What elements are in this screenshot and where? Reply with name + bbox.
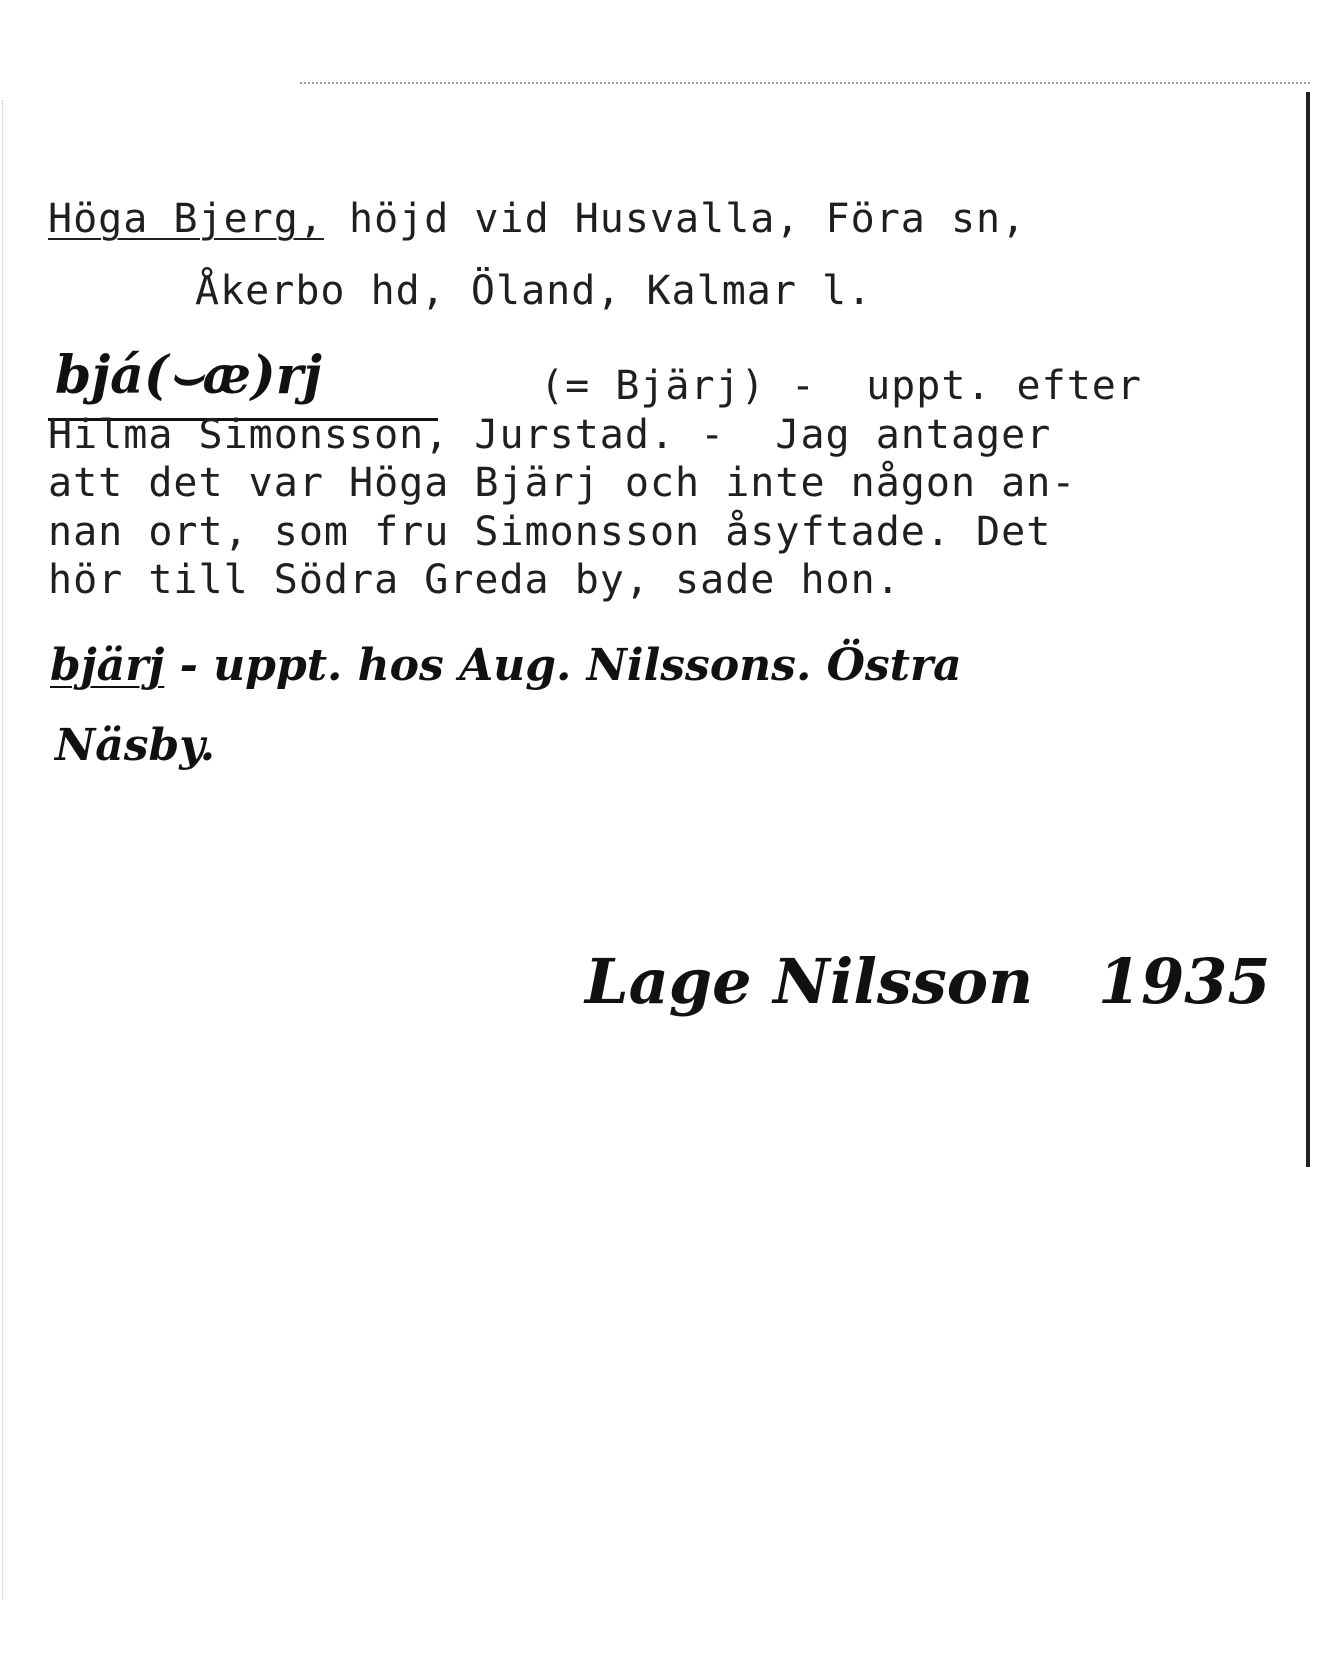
entry-1-line-2: Hilma Simonsson, Jurstad. - Jag antager (48, 412, 1052, 458)
entry-2-line-1 (50, 640, 962, 691)
entry-1-line-5: hör till Södra Greda by, sade hon. (48, 557, 901, 603)
place-name: Höga Bjerg, (48, 196, 324, 242)
heading-line-1-rest: höjd vid Husvalla, Föra sn, (323, 196, 1027, 242)
entry-1-line-1: (= Bjärj) - uppt. efter (540, 363, 1142, 409)
card-right-edge (1306, 92, 1310, 1167)
signature (585, 945, 1271, 1018)
entry-1-line-3: att det var Höga Bjärj och inte någon an- (48, 460, 1077, 506)
heading-line-2: Åkerbo hd, Öland, Kalmar l. (195, 268, 873, 314)
entry-2-line-2: Näsby. (55, 720, 216, 771)
signature-year: 1935 (1097, 945, 1271, 1018)
entry-1-line-4: nan ort, som fru Simonsson åsyftade. Det (48, 509, 1052, 555)
pronunciation-2: bjärj (50, 640, 165, 691)
entry-2-line-1-rest: - uppt. hos Aug. Nilssons. Östra (164, 640, 962, 691)
card-left-edge (2, 100, 3, 1600)
heading-line-1 (48, 196, 1026, 242)
card-top-edge (300, 82, 1310, 84)
pronunciation-1: bjá(⌣æ)rj (55, 345, 322, 406)
signature-name: Lage Nilsson (585, 945, 1034, 1018)
